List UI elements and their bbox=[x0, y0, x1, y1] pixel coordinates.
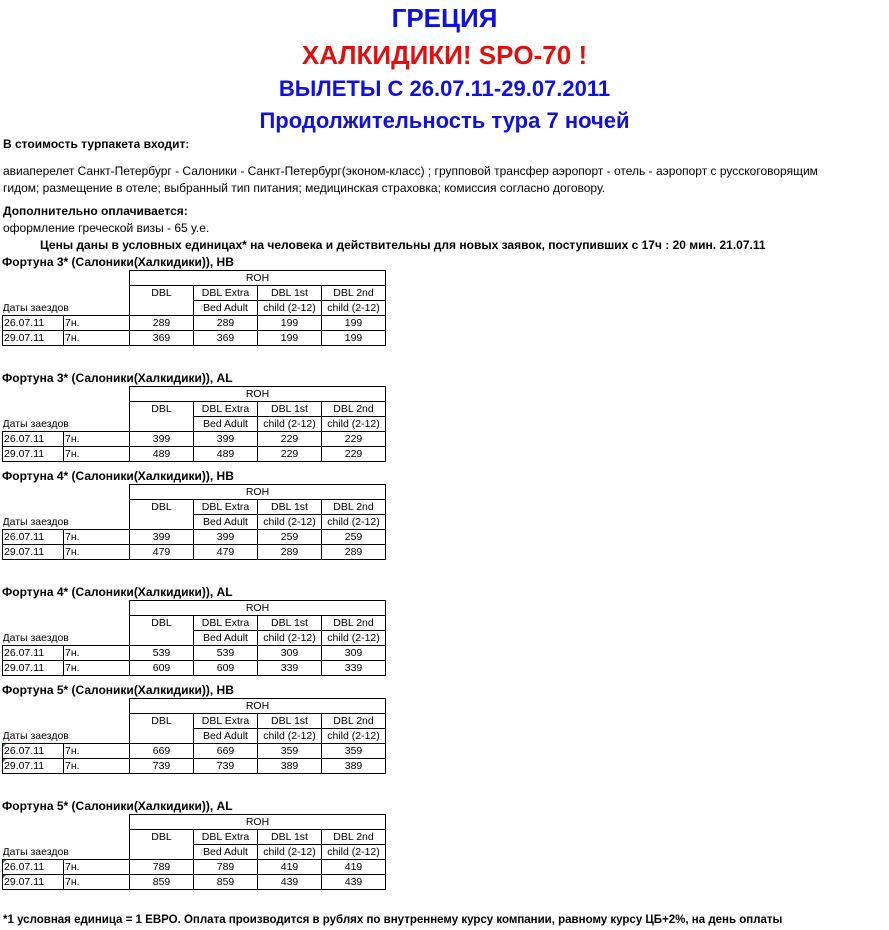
hotel-title: Фортуна 3* (Салоники(Халкидики)), HB bbox=[2, 255, 234, 269]
dates-label: Даты заездов bbox=[3, 515, 130, 530]
extra-bed-header: DBL Extra bbox=[194, 402, 258, 417]
dbl-price: 369 bbox=[130, 331, 194, 346]
nights-cell: 7н. bbox=[64, 447, 130, 462]
extra-bed-price: 289 bbox=[194, 316, 258, 331]
dbl-price: 479 bbox=[130, 545, 194, 560]
date-cell: 29.07.11 bbox=[3, 331, 64, 346]
extra-heading: Дополнительно оплачивается: bbox=[3, 204, 188, 218]
table-row bbox=[3, 331, 386, 346]
table-row bbox=[3, 432, 386, 447]
child2-header: DBL 2nd bbox=[322, 286, 386, 301]
child1-header-2: child (2-12) bbox=[258, 515, 322, 530]
price-table bbox=[2, 814, 386, 890]
dbl-header: DBL bbox=[130, 830, 194, 845]
table-row bbox=[3, 530, 386, 545]
departures-title: ВЫЛЕТЫ С 26.07.11-29.07.2011 bbox=[278, 76, 611, 101]
child2-price: 309 bbox=[322, 646, 386, 661]
child2-price: 229 bbox=[322, 447, 386, 462]
extra-line: оформление греческой визы - 65 у.е. bbox=[3, 221, 210, 235]
child1-price: 439 bbox=[258, 875, 322, 890]
hotel-title: Фортуна 3* (Салоники(Халкидики)), AL bbox=[2, 371, 233, 385]
child2-header: DBL 2nd bbox=[322, 402, 386, 417]
price-table bbox=[2, 386, 386, 462]
child2-price: 199 bbox=[322, 331, 386, 346]
hotel-title: Фортуна 4* (Салоники(Халкидики)), HB bbox=[2, 469, 234, 483]
child1-header-2: child (2-12) bbox=[258, 631, 322, 646]
date-cell: 29.07.11 bbox=[3, 759, 64, 774]
dbl-price: 399 bbox=[130, 432, 194, 447]
date-cell: 26.07.11 bbox=[3, 744, 64, 759]
child1-header: DBL 1st bbox=[258, 616, 322, 631]
nights-cell: 7н. bbox=[64, 316, 130, 331]
room-type-header: ROH bbox=[130, 271, 386, 286]
extra-bed-price: 369 bbox=[194, 331, 258, 346]
extra-bed-header: DBL Extra bbox=[194, 714, 258, 729]
child1-price: 309 bbox=[258, 646, 322, 661]
price-table bbox=[2, 270, 386, 346]
extra-bed-header-2: Bed Adult bbox=[194, 515, 258, 530]
table-row bbox=[3, 875, 386, 890]
extra-bed-header: DBL Extra bbox=[194, 286, 258, 301]
dates-label: Даты заездов bbox=[3, 631, 130, 646]
date-cell: 26.07.11 bbox=[3, 316, 64, 331]
date-cell: 26.07.11 bbox=[3, 860, 64, 875]
child2-price: 359 bbox=[322, 744, 386, 759]
child2-header-2: child (2-12) bbox=[322, 631, 386, 646]
table-row bbox=[3, 661, 386, 676]
child1-price: 359 bbox=[258, 744, 322, 759]
child1-header: DBL 1st bbox=[258, 286, 322, 301]
table-row bbox=[3, 646, 386, 661]
child1-header-2: child (2-12) bbox=[258, 845, 322, 860]
hotel-price-block bbox=[2, 254, 386, 346]
extra-bed-header: DBL Extra bbox=[194, 830, 258, 845]
child1-price: 199 bbox=[258, 331, 322, 346]
hotel-price-block bbox=[2, 798, 386, 890]
extra-bed-price: 489 bbox=[194, 447, 258, 462]
extra-bed-header: DBL Extra bbox=[194, 500, 258, 515]
extra-bed-price: 399 bbox=[194, 530, 258, 545]
extra-bed-header-2: Bed Adult bbox=[194, 631, 258, 646]
date-cell: 29.07.11 bbox=[3, 545, 64, 560]
child1-header: DBL 1st bbox=[258, 500, 322, 515]
dbl-header: DBL bbox=[130, 286, 194, 301]
child1-price: 199 bbox=[258, 316, 322, 331]
room-type-header: ROH bbox=[130, 815, 386, 830]
nights-cell: 7н. bbox=[64, 661, 130, 676]
hotel-title: Фортуна 5* (Салоники(Халкидики)), AL bbox=[2, 799, 233, 813]
extra-bed-price: 399 bbox=[194, 432, 258, 447]
dbl-price: 859 bbox=[130, 875, 194, 890]
table-row bbox=[3, 744, 386, 759]
child1-price: 229 bbox=[258, 432, 322, 447]
nights-cell: 7н. bbox=[64, 530, 130, 545]
child1-price: 389 bbox=[258, 759, 322, 774]
table-row bbox=[3, 860, 386, 875]
dbl-price: 539 bbox=[130, 646, 194, 661]
table-row bbox=[3, 545, 386, 560]
dbl-price: 789 bbox=[130, 860, 194, 875]
child2-price: 259 bbox=[322, 530, 386, 545]
extra-bed-price: 859 bbox=[194, 875, 258, 890]
offer-title: ХАЛКИДИКИ! SPO-70 ! bbox=[301, 40, 588, 70]
price-table bbox=[2, 600, 386, 676]
child2-header-2: child (2-12) bbox=[322, 729, 386, 744]
dbl-price: 609 bbox=[130, 661, 194, 676]
room-type-header: ROH bbox=[130, 387, 386, 402]
child2-price: 419 bbox=[322, 860, 386, 875]
extra-bed-header-2: Bed Adult bbox=[194, 417, 258, 432]
child2-header-2: child (2-12) bbox=[322, 515, 386, 530]
room-type-header: ROH bbox=[130, 601, 386, 616]
dbl-price: 289 bbox=[130, 316, 194, 331]
included-heading: В стоимость турпакета входит: bbox=[3, 137, 190, 151]
child1-header-2: child (2-12) bbox=[258, 729, 322, 744]
extra-bed-header-2: Bed Adult bbox=[194, 301, 258, 316]
hotel-title: Фортуна 4* (Салоники(Халкидики)), AL bbox=[2, 585, 233, 599]
date-cell: 29.07.11 bbox=[3, 661, 64, 676]
nights-cell: 7н. bbox=[64, 759, 130, 774]
table-row bbox=[3, 759, 386, 774]
extra-bed-price: 789 bbox=[194, 860, 258, 875]
dbl-header: DBL bbox=[130, 402, 194, 417]
nights-cell: 7н. bbox=[64, 860, 130, 875]
date-cell: 26.07.11 bbox=[3, 646, 64, 661]
nights-cell: 7н. bbox=[64, 432, 130, 447]
footnote: *1 условная единица = 1 ЕВРО. Оплата производится в рублях по внутреннему курсу компании, равному курсу ЦБ+2%, на день оплаты bbox=[3, 914, 783, 926]
nights-cell: 7н. bbox=[64, 646, 130, 661]
table-row bbox=[3, 447, 386, 462]
hotel-price-block bbox=[2, 468, 386, 560]
price-notice: Цены даны в условных единицах* на человека и действительны для новых заявок, поступивших с 17ч : 20 мин. 21.07.11 bbox=[40, 238, 766, 252]
included-line-1: авиаперелет Санкт-Петербург - Салоники - Санкт-Петербург(эконом-класс) ; групповой трансфер аэропорт - отель - аэропорт с русскоговорящим bbox=[3, 164, 818, 178]
child2-price: 389 bbox=[322, 759, 386, 774]
child2-header: DBL 2nd bbox=[322, 500, 386, 515]
hotel-price-block bbox=[2, 584, 386, 676]
nights-cell: 7н. bbox=[64, 875, 130, 890]
room-type-header: ROH bbox=[130, 699, 386, 714]
child1-price: 289 bbox=[258, 545, 322, 560]
child1-header-2: child (2-12) bbox=[258, 301, 322, 316]
dbl-price: 399 bbox=[130, 530, 194, 545]
child2-header: DBL 2nd bbox=[322, 714, 386, 729]
child1-price: 229 bbox=[258, 447, 322, 462]
extra-bed-price: 609 bbox=[194, 661, 258, 676]
child2-price: 229 bbox=[322, 432, 386, 447]
child1-header: DBL 1st bbox=[258, 830, 322, 845]
child1-header: DBL 1st bbox=[258, 402, 322, 417]
dbl-price: 489 bbox=[130, 447, 194, 462]
dates-label: Даты заездов bbox=[3, 729, 130, 744]
child2-header-2: child (2-12) bbox=[322, 417, 386, 432]
dates-label: Даты заездов bbox=[3, 845, 130, 860]
child2-price: 439 bbox=[322, 875, 386, 890]
child2-header: DBL 2nd bbox=[322, 830, 386, 845]
hotel-price-block bbox=[2, 682, 386, 774]
hotel-title: Фортуна 5* (Салоники(Халкидики)), HB bbox=[2, 683, 234, 697]
child2-header-2: child (2-12) bbox=[322, 301, 386, 316]
dates-label: Даты заездов bbox=[3, 301, 130, 316]
extra-bed-header-2: Bed Adult bbox=[194, 729, 258, 744]
extra-bed-price: 669 bbox=[194, 744, 258, 759]
child2-price: 339 bbox=[322, 661, 386, 676]
date-cell: 29.07.11 bbox=[3, 875, 64, 890]
extra-bed-price: 539 bbox=[194, 646, 258, 661]
nights-cell: 7н. bbox=[64, 744, 130, 759]
extra-bed-price: 479 bbox=[194, 545, 258, 560]
duration-title: Продолжительность тура 7 ночей bbox=[259, 108, 630, 133]
child1-header-2: child (2-12) bbox=[258, 417, 322, 432]
included-line-2: гидом; размещение в отеле; выбранный тип питания; медицинская страховка; комиссия согласно договору. bbox=[3, 181, 606, 195]
child2-price: 289 bbox=[322, 545, 386, 560]
hotel-price-block bbox=[2, 370, 386, 462]
child1-header: DBL 1st bbox=[258, 714, 322, 729]
date-cell: 29.07.11 bbox=[3, 447, 64, 462]
child2-header-2: child (2-12) bbox=[322, 845, 386, 860]
extra-bed-header-2: Bed Adult bbox=[194, 845, 258, 860]
nights-cell: 7н. bbox=[64, 545, 130, 560]
extra-bed-header: DBL Extra bbox=[194, 616, 258, 631]
child2-header: DBL 2nd bbox=[322, 616, 386, 631]
dbl-header: DBL bbox=[130, 714, 194, 729]
child1-price: 339 bbox=[258, 661, 322, 676]
price-table bbox=[2, 698, 386, 774]
dbl-header: DBL bbox=[130, 500, 194, 515]
dates-label: Даты заездов bbox=[3, 417, 130, 432]
dbl-price: 669 bbox=[130, 744, 194, 759]
extra-bed-price: 739 bbox=[194, 759, 258, 774]
table-row bbox=[3, 316, 386, 331]
nights-cell: 7н. bbox=[64, 331, 130, 346]
dbl-price: 739 bbox=[130, 759, 194, 774]
date-cell: 26.07.11 bbox=[3, 530, 64, 545]
country-title: ГРЕЦИЯ bbox=[391, 3, 498, 33]
room-type-header: ROH bbox=[130, 485, 386, 500]
child1-price: 259 bbox=[258, 530, 322, 545]
child2-price: 199 bbox=[322, 316, 386, 331]
dbl-header: DBL bbox=[130, 616, 194, 631]
date-cell: 26.07.11 bbox=[3, 432, 64, 447]
child1-price: 419 bbox=[258, 860, 322, 875]
price-table bbox=[2, 484, 386, 560]
